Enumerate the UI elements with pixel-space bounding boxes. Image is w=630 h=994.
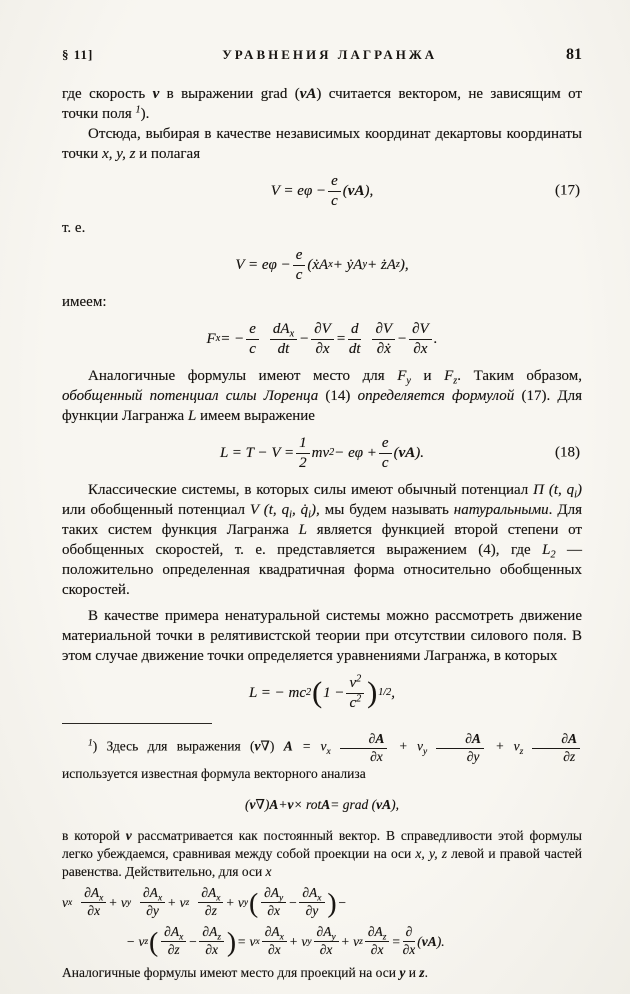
equation-v-expanded: V = eφ − $\frac{e}{c}$ (ẋA x + ẏA y + żA z ), [235,247,409,283]
section-label: § 11] [62,47,94,62]
equation-17: V = eφ − $\frac{e}{c}$ ( vA ), (17) [270,173,580,209]
footnote-equation-projection-line1: v x $\frac{\partial A_x}{\partial x}$ + v y $\frac{\partial A_x}{\partial y}$ + v z $\frac{\partial A_x}{\partial z}$ + v y ( $\frac{\partial A_y}{\partial x}$ − $\frac{\partial A_x}{\partial y}$ ) − [62,885,347,919]
page-number: 81 [565,46,582,63]
equation-relativistic-lagrangian: L = − mc 2 ( 1 − $\frac{v^2}{c^2}$ ) 1/2 , [248,673,396,711]
equation-fx: F x = − $\frac{e}{c}$ $\frac{dA_x}{dt}$ − $\frac{\partial V}{\partial x}$ = $\frac{d}{dt}$ $\frac{\partial V}{\text{∂ẋ}}$ − $\frac{\partial V}{\partial x}$ . [206,321,438,357]
chapter-title: УРАВНЕНИЯ ЛАГРАНЖА [222,47,438,62]
equation-number: (17) [555,182,580,199]
equation-number: (18) [555,444,580,461]
paragraph-lorentz-potential: Аналогичные формулы имеют место для $F_y$ и $F_z$. Таким образом, обобщенный потенциал силы Лоренца (14) определяется формулой (17). Для функции Лагранжа L имеем выражение [62,368,582,424]
footnote-paragraph-1: $^1$) Здесь для выражения (v∇) $A = v_x$ $\frac{\partial A}{\partial x}$ + $v_y$ $\frac{\partial A}{\partial y}$ + $v_z$ $\frac{\partial A}{\partial z}$ используется известная формула векторного анализа [62,732,582,783]
running-header [62,46,582,64]
paragraph-t-e: т. е. [62,220,86,236]
footnote-equation-projection-line2: − v z ( $\frac{\partial A_x}{\partial z}$ − $\frac{\partial A_z}{\partial x}$ ) = v x $\frac{\partial A_x}{\partial x}$ + v y $\frac{\partial A_y}{\partial x}$ + v z $\frac{\partial A_z}{\partial x}$ = $\frac{\partial}{\partial x}$ ( vA ). [126,924,445,958]
paragraph-grad-velocity: где скорость v в выражении grad (vA) считается вектором, не зависящим от точки поля $^1$). [62,86,582,122]
footnote-paragraph-2: в которой v рассматривается как постоянный вектор. В справедливости этой формулы легко убеждаемся, сравнивая между собой проекции на оси x, y, z левой и правой частей равенства. Действительно, для оси x [62,827,582,879]
equation-18: L = T − V = $\frac{1}{2}$ mv 2 − eφ + $\frac{e}{c}$ ( vA ). (18) [219,435,580,471]
paragraph-natural-systems: Классические системы, в которых силы имеют обычный потенциал Π (t, $q_i$) или обобщенный потенциал V (t, $q_i$, $q̇_i$), мы будем называть натуральными. Для таких систем функция Лагранжа L является функцией второй степени от обобщенных скоростей, т. е. представляется выражением (4), где $L_2$ — положительно определенная квадратичная форма относительно обобщенных скоростей. [62,482,583,598]
paragraph-imeem: имеем: [62,294,107,310]
footnote-paragraph-3: Аналогичные формулы имеют место для проекций на оси y и z. [62,964,428,980]
paragraph-relativistic-example: В качестве примера ненатуральной системы можно рассмотреть движение материальной точки в релятивистской теории при отсутствии силового поля. В этом случае движение точки определяется уравнениями Лагранжа, в которых [62,608,582,664]
footnote-equation-vector-identity: ( v ∇) A + v × rot A = grad ( vA ), [244,796,400,812]
paragraph-cartesian-coords: Отсюда, выбирая в качестве независимых координат декартовы координаты точки x, y, z и полагая [62,126,582,162]
footnote-rule [62,723,212,724]
footnote-section [62,723,582,982]
